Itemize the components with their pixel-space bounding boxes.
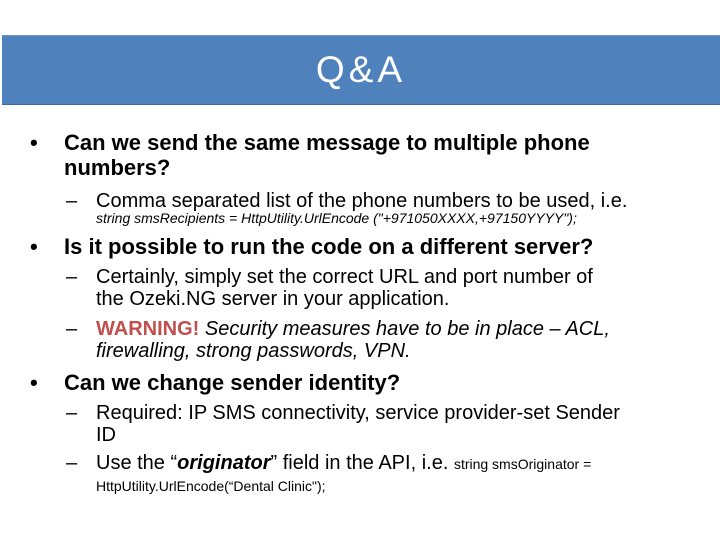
originator-code-part2: HttpUtility.UrlEncode(“Dental Clinic"); — [96, 478, 326, 494]
use-the-text: Use the “ — [96, 452, 178, 474]
bullet-3 — [30, 370, 400, 395]
originator-code-part1: string smsOriginator = — [453, 456, 592, 472]
bullet-2-sub-1-line1: Certainly, simply set the correct URL and port number of — [96, 266, 593, 288]
bullet-3-sub-1 — [66, 402, 620, 446]
bullet-3-sub-2-line1 — [96, 452, 591, 475]
bullet-1-sub-1 — [66, 190, 627, 212]
bullet-2-sub-2 — [66, 318, 610, 362]
bullet-1-line1: Can we send the same message to multiple phone — [64, 130, 590, 155]
bullet-2-sub-1 — [66, 266, 593, 310]
bullet-2 — [30, 234, 593, 259]
bullet-marker: • — [30, 234, 38, 259]
bullet-3-sub-1-line1: Required: IP SMS connectivity, service provider-set Sender — [96, 402, 620, 424]
bullet-1-sub-1-text: Comma separated list of the phone numbers to be used, i.e. — [96, 190, 628, 212]
bullet-2-line1: Is it possible to run the code on a different server? — [64, 234, 594, 259]
warning-label: WARNING! — [96, 318, 200, 340]
bullet-1 — [30, 130, 590, 180]
field-in-api-text: ” field in the API, i.e. — [270, 452, 454, 474]
dash-marker: – — [66, 266, 78, 288]
originator-field: originator — [177, 452, 271, 474]
bullet-1-line2: numbers? — [64, 155, 171, 180]
bullet-3-line1: Can we change sender identity? — [64, 370, 401, 395]
bullet-1-code — [96, 210, 577, 226]
bullet-3-sub-1-line2: ID — [96, 424, 116, 446]
bullet-2-sub-2-line1 — [96, 318, 610, 340]
bullet-2-sub-1-line2: the Ozeki.NG server in your application. — [96, 288, 450, 310]
dash-marker: – — [66, 402, 78, 424]
bullet-3-sub-2 — [66, 452, 591, 497]
bullet-marker: • — [30, 370, 38, 395]
recipients-code-text: string smsRecipients = HttpUtility.UrlEncode ("+971050XXXX,+97150YYYY"); — [96, 210, 577, 226]
dash-marker: – — [66, 318, 78, 340]
dash-marker: – — [66, 190, 78, 212]
bullet-2-sub-2-line2: firewalling, strong passwords, VPN. — [96, 340, 411, 362]
bullet-marker: • — [30, 130, 38, 155]
warning-text: Security measures have to be in place – ACL, — [199, 318, 610, 340]
slide-title: Q&A — [315, 49, 407, 90]
dash-marker: – — [66, 452, 78, 474]
